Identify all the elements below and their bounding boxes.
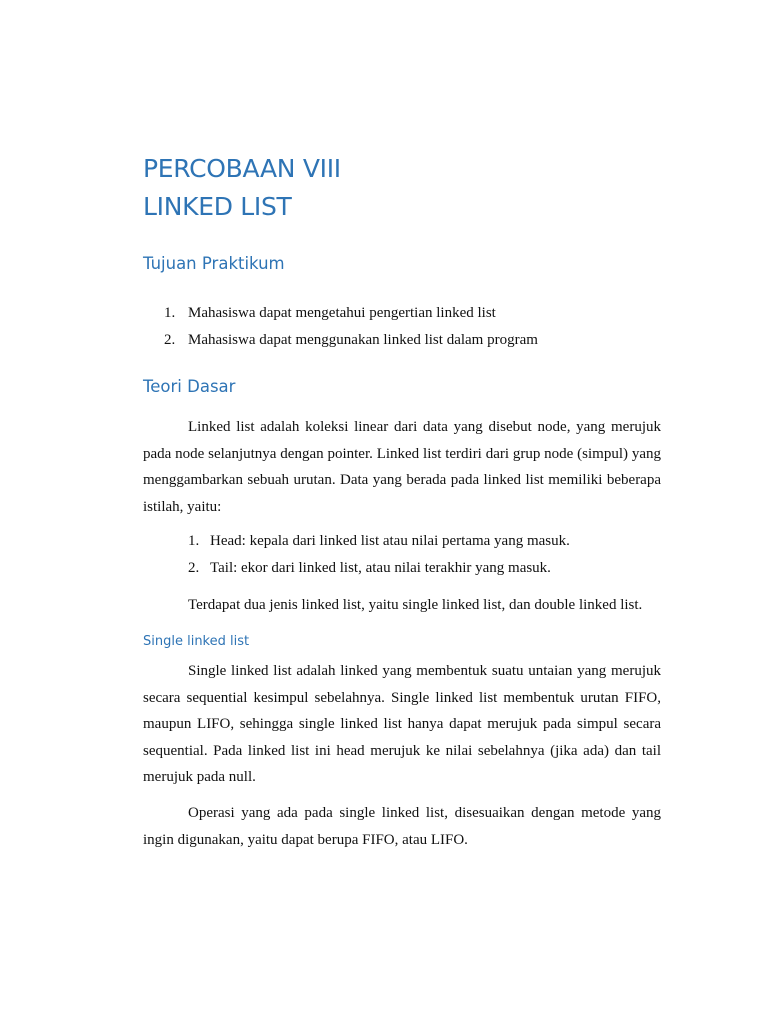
- list-item-number: 1.: [188, 533, 200, 549]
- list-item-number: 2.: [164, 332, 176, 348]
- list-item-text: Head: kepala dari linked list atau nilai pertama yang masuk.: [210, 533, 570, 549]
- paragraph-teori-intro: Linked list adalah koleksi linear dari data yang disebut node, yang merujuk pada node selanjutnya dengan pointer. Linked list terdiri dari grup node (simpul) yang menggambarkan sebuah urutan. Data yang berada pada linked list memiliki beberapa istilah, yaitu:: [143, 419, 661, 515]
- heading-teori-dasar: Teori Dasar: [143, 377, 236, 396]
- list-item-number: 1.: [164, 305, 176, 321]
- list-item-text: Mahasiswa dapat mengetahui pengertian linked list: [188, 305, 496, 321]
- heading-single-linked-list: Single linked list: [143, 634, 250, 649]
- heading-tujuan-praktikum: Tujuan Praktikum: [143, 254, 285, 273]
- paragraph-single-linked-list-operations: Operasi yang ada pada single linked list, disesuaikan dengan metode yang ingin digunakan, yaitu dapat berupa FIFO, atau LIFO.: [143, 805, 661, 848]
- list-item-number: 2.: [188, 560, 200, 576]
- title-line-2: LINKED LIST: [143, 192, 292, 221]
- title-line-1: PERCOBAAN VIII: [143, 154, 341, 183]
- paragraph-jenis-linked-list: Terdapat dua jenis linked list, yaitu single linked list, dan double linked list.: [188, 597, 643, 613]
- page-title: [143, 150, 341, 226]
- list-item-text: Tail: ekor dari linked list, atau nilai terakhir yang masuk.: [210, 560, 551, 576]
- list-item-text: Mahasiswa dapat menggunakan linked list dalam program: [188, 332, 538, 348]
- paragraph-single-linked-list-definition: Single linked list adalah linked yang membentuk suatu untaian yang merujuk secara sequential kesimpul sebelahnya. Single linked list membentuk urutan FIFO, maupun LIFO, sehingga single linked list hanya dapat merujuk pada simpul secara sequential. Pada linked list ini head merujuk ke nilai sebelahnya (jika ada) dan tail merujuk pada null.: [143, 663, 661, 785]
